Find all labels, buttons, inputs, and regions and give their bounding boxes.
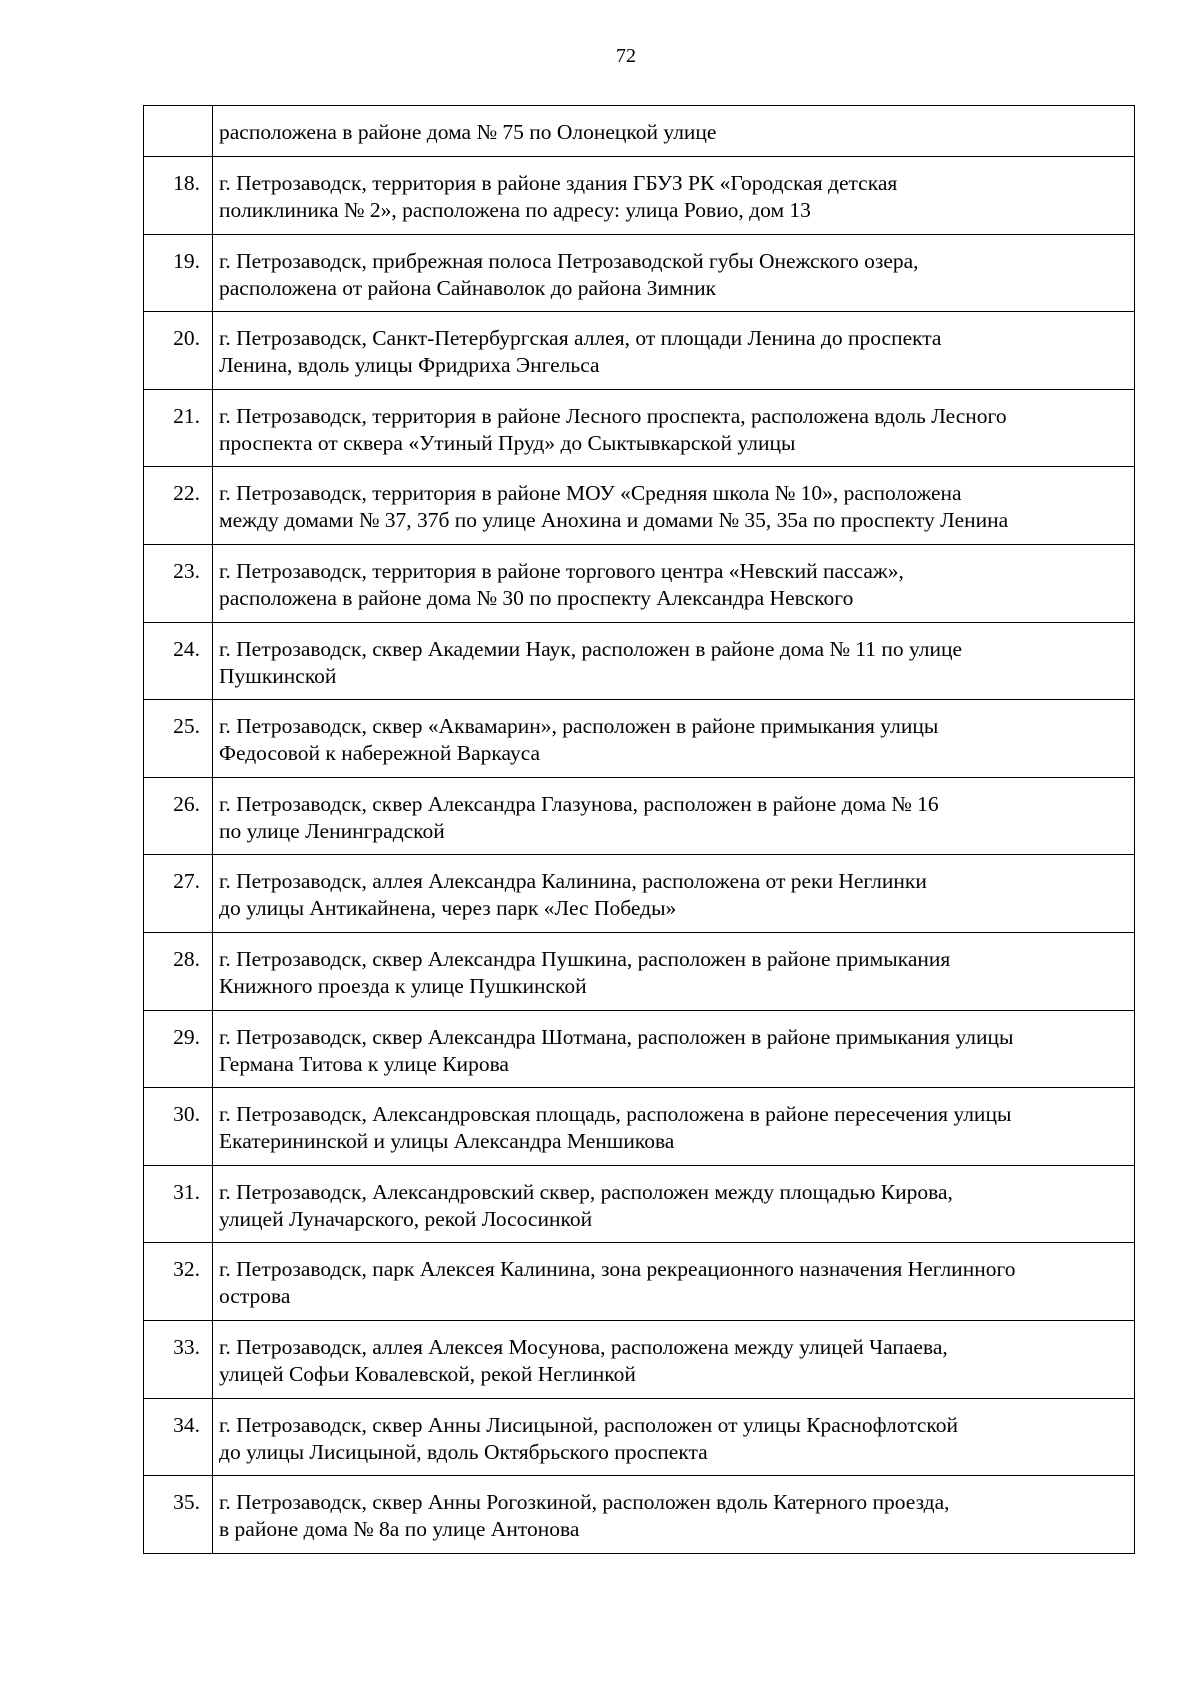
row-description: [213, 467, 1135, 545]
row-description-line: Ленина, вдоль улицы Фридриха Энгельса: [219, 353, 600, 378]
table-row: [144, 1398, 1135, 1476]
table-row: [144, 389, 1135, 467]
row-description: [213, 1476, 1135, 1554]
row-description: [213, 312, 1135, 390]
row-description-line: г. Петрозаводск, сквер Академии Наук, расположен в районе дома № 11 по улице: [219, 636, 963, 661]
row-number: 30.: [144, 1088, 213, 1166]
row-description-line: г. Петрозаводск, аллея Алексея Мосунова, расположена между улицей Чапаева,: [219, 1334, 948, 1359]
table-row: [144, 234, 1135, 312]
table-row: [144, 1320, 1135, 1398]
row-description-line: улицей Луначарского, рекой Лососинкой: [219, 1206, 593, 1231]
row-description-line: г. Петрозаводск, Александровская площадь, расположена в районе пересечения улицы: [219, 1102, 1012, 1127]
row-description-line: Пушкинской: [219, 663, 337, 688]
row-description: [213, 622, 1135, 700]
row-number: 20.: [144, 312, 213, 390]
row-number: 32.: [144, 1243, 213, 1321]
row-number: 29.: [144, 1010, 213, 1088]
row-description: [213, 1088, 1135, 1166]
table-row: [144, 1165, 1135, 1243]
row-number: 18.: [144, 157, 213, 235]
row-number: 35.: [144, 1476, 213, 1554]
row-description-line: проспекта от сквера «Утиный Пруд» до Сыктывкарской улицы: [219, 430, 796, 455]
row-description-line: Федосовой к набережной Варкауса: [219, 741, 541, 766]
row-description-line: г. Петрозаводск, парк Алексея Калинина, зона рекреационного назначения Неглинного: [219, 1257, 1016, 1282]
row-description-line: г. Петрозаводск, сквер Александра Пушкина, расположен в районе примыкания: [219, 946, 951, 971]
row-description: [213, 544, 1135, 622]
row-description: [213, 1243, 1135, 1321]
page-number: 72: [616, 45, 636, 67]
row-number: 34.: [144, 1398, 213, 1476]
row-description-line: г. Петрозаводск, Александровский сквер, расположен между площадью Кирова,: [219, 1179, 953, 1204]
row-description-line: г. Петрозаводск, территория в районе торгового центра «Невский пассаж»,: [219, 558, 904, 583]
row-number: 27.: [144, 855, 213, 933]
row-description-line: г. Петрозаводск, территория в районе Лесного проспекта, расположена вдоль Лесного: [219, 403, 1007, 428]
table-row: [144, 1476, 1135, 1554]
row-description: [213, 777, 1135, 855]
row-description-line: г. Петрозаводск, аллея Александра Калинина, расположена от реки Неглинки: [219, 869, 927, 894]
row-description: [213, 1165, 1135, 1243]
table-row: [144, 312, 1135, 390]
table-row: [144, 157, 1135, 235]
row-description-line: г. Петрозаводск, сквер Анны Лисицыной, расположен от улицы Краснофлотской: [219, 1412, 959, 1437]
row-description-line: Екатерининской и улицы Александра Меншикова: [219, 1129, 675, 1154]
table-row: [144, 932, 1135, 1010]
row-description: [213, 1398, 1135, 1476]
row-description-line: поликлиника № 2», расположена по адресу: улица Ровио, дом 13: [219, 198, 811, 222]
row-number: 26.: [144, 777, 213, 855]
row-description-line: г. Петрозаводск, сквер Анны Рогозкиной, расположен вдоль Катерного проезда,: [219, 1490, 950, 1515]
row-description-line: г. Петрозаводск, территория в районе здания ГБУЗ РК «Городская детская: [219, 171, 898, 195]
locations-table: [143, 105, 1135, 1554]
row-description: [213, 106, 1135, 157]
row-number: [144, 106, 213, 157]
row-description-line: улицей Софьи Ковалевской, рекой Неглинкой: [219, 1361, 636, 1386]
row-number: 24.: [144, 622, 213, 700]
table-body: [144, 106, 1135, 1554]
row-description: [213, 1320, 1135, 1398]
row-description-line: острова: [219, 1284, 291, 1309]
row-description: [213, 932, 1135, 1010]
row-description-line: г. Петрозаводск, сквер Александра Шотмана, расположен в районе примыкания улицы: [219, 1024, 1014, 1049]
row-description-line: Книжного проезда к улице Пушкинской: [219, 973, 587, 998]
row-description-line: г. Петрозаводск, территория в районе МОУ «Средняя школа № 10», расположена: [219, 481, 962, 506]
row-number: 19.: [144, 234, 213, 312]
table-row: [144, 700, 1135, 778]
table-row: [144, 855, 1135, 933]
row-description: [213, 855, 1135, 933]
row-description-line: расположена от района Сайнаволок до района Зимник: [219, 275, 717, 300]
table-row: [144, 467, 1135, 545]
row-description-line: в районе дома № 8а по улице Антонова: [219, 1517, 580, 1542]
row-description-line: г. Петрозаводск, сквер Александра Глазунова, расположен в районе дома № 16: [219, 791, 939, 816]
row-description-line: расположена в районе дома № 30 по проспекту Александра Невского: [219, 585, 854, 610]
row-number: 22.: [144, 467, 213, 545]
row-description: [213, 1010, 1135, 1088]
row-description-line: г. Петрозаводск, сквер «Аквамарин», расположен в районе примыкания улицы: [219, 714, 939, 739]
row-description: [213, 234, 1135, 312]
row-description-line: между домами № 37, 37б по улице Анохина и домами № 35, 35а по проспекту Ленина: [219, 508, 1009, 533]
table-row: [144, 544, 1135, 622]
row-description: [213, 157, 1135, 235]
row-description-line: расположена в районе дома № 75 по Олонецкой улице: [219, 120, 717, 144]
table-row: [144, 1088, 1135, 1166]
table-row: [144, 622, 1135, 700]
table-row: [144, 1010, 1135, 1088]
row-description-line: Германа Титова к улице Кирова: [219, 1051, 509, 1076]
row-number: 23.: [144, 544, 213, 622]
row-description-line: до улицы Антикайнена, через парк «Лес Победы»: [219, 896, 677, 921]
row-description: [213, 389, 1135, 467]
table-row-continuation: [144, 106, 1135, 157]
row-description-line: по улице Ленинградской: [219, 818, 445, 843]
row-number: 28.: [144, 932, 213, 1010]
table-row: [144, 777, 1135, 855]
row-number: 31.: [144, 1165, 213, 1243]
row-description: [213, 700, 1135, 778]
row-number: 33.: [144, 1320, 213, 1398]
table-row: [144, 1243, 1135, 1321]
row-description-line: до улицы Лисицыной, вдоль Октябрьского проспекта: [219, 1439, 708, 1464]
row-description-line: г. Петрозаводск, прибрежная полоса Петрозаводской губы Онежского озера,: [219, 248, 919, 273]
row-number: 21.: [144, 389, 213, 467]
row-description-line: г. Петрозаводск, Санкт-Петербургская аллея, от площади Ленина до проспекта: [219, 326, 942, 351]
row-number: 25.: [144, 700, 213, 778]
